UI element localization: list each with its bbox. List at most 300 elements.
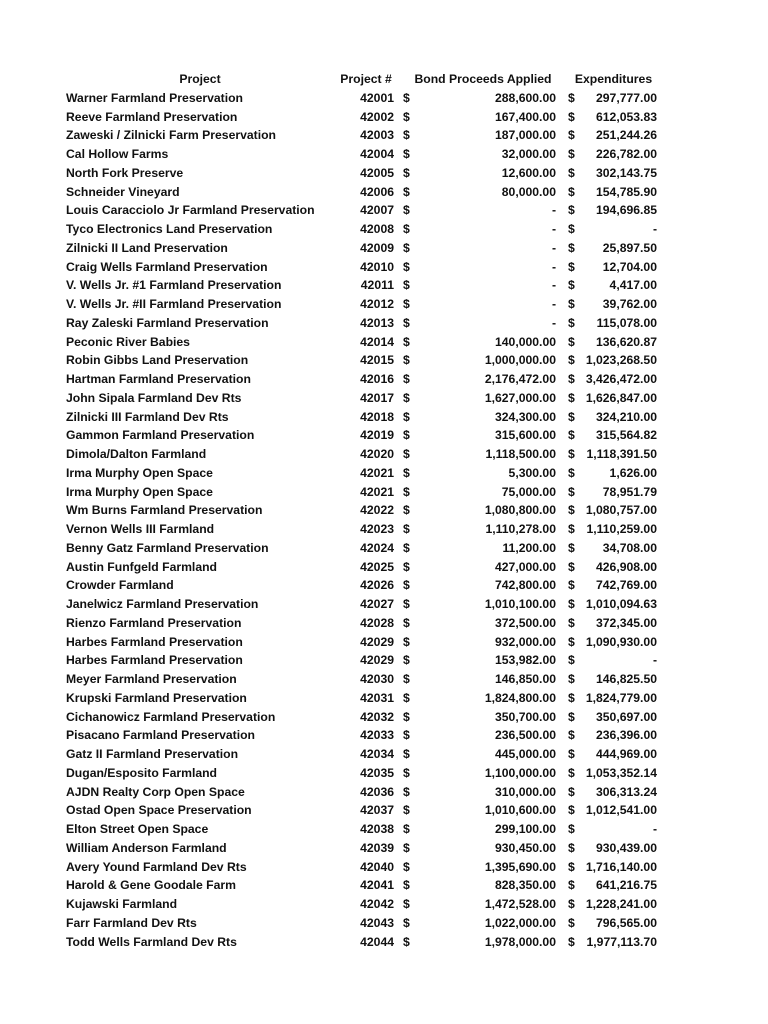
project-number-cell: 42038 [360, 822, 394, 836]
bond-proceeds-cell: 350,700.00 [495, 709, 556, 724]
table-row [0, 764, 768, 783]
table-row [0, 201, 768, 220]
table-row [0, 126, 768, 145]
project-name-cell: Irma Murphy Open Space [66, 484, 213, 499]
bond-proceeds-cell: - [551, 278, 556, 293]
bond-currency-symbol: $ [403, 840, 410, 855]
project-number-cell: 42003 [360, 128, 394, 143]
bond-currency-symbol: $ [403, 859, 410, 874]
bond-currency-symbol: $ [403, 372, 410, 386]
bond-currency-symbol: $ [403, 934, 410, 949]
project-name-cell: Louis Caracciolo Jr Farmland Preservation [66, 203, 315, 218]
project-name-cell: Crowder Farmland [66, 578, 174, 593]
project-number-cell: 42019 [360, 428, 394, 443]
table-row [0, 558, 768, 577]
expenditures-cell: 115,078.00 [596, 315, 657, 330]
table-body [0, 89, 768, 952]
table-row [0, 895, 768, 914]
bond-currency-symbol: $ [403, 128, 410, 143]
table-row [0, 801, 768, 820]
table-row [0, 389, 768, 408]
expenditures-cell: 12,704.00 [602, 259, 657, 274]
bond-currency-symbol: $ [403, 559, 410, 574]
project-name-cell: Schneider Vineyard [66, 184, 180, 199]
expenditures-cell: 226,782.00 [596, 147, 657, 161]
bond-currency-symbol: $ [403, 165, 410, 180]
bond-currency-symbol: $ [403, 315, 410, 330]
project-name-cell: Todd Wells Farmland Dev Rts [66, 934, 237, 949]
expenditures-cell: - [652, 822, 657, 836]
project-name-cell: Tyco Electronics Land Preservation [66, 222, 273, 236]
bond-proceeds-cell: - [551, 259, 556, 274]
bond-proceeds-cell: 299,100.00 [495, 822, 556, 836]
bond-currency-symbol: $ [403, 597, 410, 611]
bond-proceeds-cell: 310,000.00 [495, 784, 556, 799]
expenditure-currency-symbol: $ [568, 597, 575, 611]
table-row [0, 745, 768, 764]
expenditures-cell: 612,053.83 [596, 109, 657, 124]
bond-currency-symbol: $ [403, 784, 410, 799]
expenditures-cell: 1,110,259.00 [586, 522, 657, 536]
expenditure-currency-symbol: $ [568, 259, 575, 274]
table-row [0, 108, 768, 127]
bond-proceeds-cell: - [551, 222, 556, 236]
expenditures-cell: 39,762.00 [602, 297, 657, 311]
project-number-cell: 42021 [360, 465, 394, 480]
expenditures-cell: 251,244.26 [596, 128, 657, 143]
bond-proceeds-cell: 12,600.00 [501, 165, 556, 180]
expenditure-currency-symbol: $ [568, 653, 575, 668]
expenditures-cell: 315,564.82 [596, 428, 657, 443]
project-number-cell: 42011 [360, 278, 394, 293]
bond-currency-symbol: $ [403, 240, 410, 255]
expenditure-currency-symbol: $ [568, 822, 575, 836]
bond-proceeds-cell: 932,000.00 [495, 634, 556, 649]
table-row [0, 314, 768, 333]
project-number-cell: 42015 [360, 353, 394, 368]
expenditures-cell: 194,696.85 [596, 203, 657, 218]
bond-proceeds-cell: 828,350.00 [495, 878, 556, 893]
expenditure-currency-symbol: $ [568, 672, 575, 686]
bond-proceeds-cell: 1,080,800.00 [484, 503, 556, 518]
bond-proceeds-cell: 11,200.00 [502, 540, 556, 555]
expenditures-cell: 25,897.50 [602, 240, 657, 255]
expenditures-cell: 1,010,094.63 [585, 597, 657, 611]
project-name-cell: Craig Wells Farmland Preservation [66, 259, 268, 274]
project-name-cell: Reeve Farmland Preservation [66, 109, 238, 124]
project-name-cell: Zilnicki III Farmland Dev Rts [66, 409, 229, 424]
expenditure-currency-symbol: $ [568, 878, 575, 893]
expenditures-cell: 444,969.00 [596, 747, 657, 761]
bond-currency-symbol: $ [403, 409, 410, 424]
project-number-cell: 42021 [360, 484, 394, 499]
project-number-cell: 42041 [360, 878, 394, 893]
table-row [0, 595, 768, 614]
bond-proceeds-cell: 1,472,528.00 [484, 897, 556, 911]
project-name-cell: Wm Burns Farmland Preservation [66, 503, 263, 518]
bond-proceeds-cell: 2,176,472.00 [484, 372, 556, 386]
bond-currency-symbol: $ [403, 278, 410, 293]
expenditure-currency-symbol: $ [568, 747, 575, 761]
table-row [0, 651, 768, 670]
expenditures-cell: 1,023,268.50 [585, 353, 657, 368]
expenditures-cell: 1,228,241.00 [585, 897, 657, 911]
project-number-cell: 42018 [360, 409, 394, 424]
project-number-cell: 42020 [360, 447, 394, 461]
table-row [0, 183, 768, 202]
expenditure-currency-symbol: $ [568, 503, 575, 518]
bond-currency-symbol: $ [403, 353, 410, 368]
bond-proceeds-cell: 153,982.00 [495, 653, 556, 668]
expenditure-currency-symbol: $ [568, 390, 575, 405]
project-number-cell: 42033 [360, 728, 394, 743]
project-name-cell: John Sipala Farmland Dev Rts [66, 390, 242, 405]
project-name-cell: Farr Farmland Dev Rts [66, 915, 197, 930]
expenditure-currency-symbol: $ [568, 615, 575, 630]
table-row [0, 258, 768, 277]
expenditure-currency-symbol: $ [568, 522, 575, 536]
expenditures-cell: 1,012,541.00 [585, 803, 657, 818]
bond-proceeds-cell: 372,500.00 [495, 615, 556, 630]
expenditure-currency-symbol: $ [568, 315, 575, 330]
bond-proceeds-cell: 315,600.00 [495, 428, 556, 443]
project-number-cell: 42031 [360, 690, 394, 705]
bond-proceeds-cell: 1,110,278.00 [485, 522, 556, 536]
expenditures-cell: 324,210.00 [596, 409, 657, 424]
project-number-cell: 42016 [360, 372, 394, 386]
bond-proceeds-cell: 80,000.00 [501, 184, 556, 199]
project-number-cell: 42036 [360, 784, 394, 799]
project-number-cell: 42030 [360, 672, 394, 686]
table-row [0, 501, 768, 520]
expenditure-currency-symbol: $ [568, 897, 575, 911]
project-number-cell: 42032 [360, 709, 394, 724]
expenditure-currency-symbol: $ [568, 840, 575, 855]
bond-proceeds-cell: 1,118,500.00 [485, 447, 556, 461]
bond-proceeds-cell: - [551, 315, 556, 330]
project-name-cell: Robin Gibbs Land Preservation [66, 353, 249, 368]
expenditure-currency-symbol: $ [568, 222, 575, 236]
bond-currency-symbol: $ [403, 728, 410, 743]
expenditures-cell: 1,090,930.00 [585, 634, 657, 649]
bond-proceeds-cell: - [551, 297, 556, 311]
expenditure-currency-symbol: $ [568, 147, 575, 161]
project-number-cell: 42043 [360, 915, 394, 930]
bond-proceeds-cell: 1,824,800.00 [484, 690, 556, 705]
bond-currency-symbol: $ [403, 484, 410, 499]
expenditure-currency-symbol: $ [568, 240, 575, 255]
expenditure-currency-symbol: $ [568, 334, 575, 349]
project-number-cell: 42029 [360, 634, 394, 649]
bond-proceeds-cell: 427,000.00 [495, 559, 556, 574]
expenditures-cell: 4,417.00 [609, 278, 657, 293]
bond-currency-symbol: $ [403, 822, 410, 836]
bond-proceeds-cell: - [551, 240, 556, 255]
bond-proceeds-cell: 1,627,000.00 [484, 390, 556, 405]
bond-currency-symbol: $ [403, 222, 410, 236]
project-number-cell: 42037 [360, 803, 394, 818]
bond-currency-symbol: $ [403, 578, 410, 593]
expenditures-cell: 742,769.00 [596, 578, 657, 593]
table-row [0, 689, 768, 708]
expenditures-cell: 426,908.00 [596, 559, 657, 574]
header-project: Project [179, 72, 221, 86]
table-row [0, 464, 768, 483]
bond-currency-symbol: $ [403, 747, 410, 761]
expenditure-currency-symbol: $ [568, 634, 575, 649]
expenditure-currency-symbol: $ [568, 128, 575, 143]
bond-currency-symbol: $ [403, 184, 410, 199]
table-row [0, 539, 768, 558]
project-name-cell: Austin Funfgeld Farmland [66, 559, 217, 574]
table-row [0, 576, 768, 595]
expenditures-cell: 146,825.50 [596, 672, 657, 686]
expenditure-currency-symbol: $ [568, 859, 575, 874]
bond-currency-symbol: $ [403, 297, 410, 311]
expenditure-currency-symbol: $ [568, 540, 575, 555]
table-row [0, 239, 768, 258]
project-name-cell: Dugan/Esposito Farmland [66, 765, 218, 780]
expenditures-cell: 302,143.75 [596, 165, 657, 180]
project-name-cell: Dimola/Dalton Farmland [66, 447, 207, 461]
bond-proceeds-cell: 1,010,600.00 [484, 803, 556, 818]
project-name-cell: Harbes Farmland Preservation [66, 653, 243, 668]
table-row [0, 408, 768, 427]
expenditure-currency-symbol: $ [568, 203, 575, 218]
expenditure-currency-symbol: $ [568, 784, 575, 799]
bond-currency-symbol: $ [403, 147, 410, 161]
table-row [0, 876, 768, 895]
project-name-cell: North Fork Preserve [66, 165, 184, 180]
expenditure-currency-symbol: $ [568, 409, 575, 424]
expenditure-currency-symbol: $ [568, 428, 575, 443]
bond-proceeds-cell: 187,000.00 [495, 128, 556, 143]
expenditures-cell: 1,626,847.00 [585, 390, 657, 405]
expenditures-cell: 641,216.75 [596, 878, 657, 893]
bond-proceeds-cell: 1,022,000.00 [484, 915, 556, 930]
project-number-cell: 42040 [360, 859, 394, 874]
bond-proceeds-cell: 1,000,000.00 [484, 353, 556, 368]
project-name-cell: V. Wells Jr. #1 Farmland Preservation [66, 278, 282, 293]
bond-currency-symbol: $ [403, 259, 410, 274]
project-number-cell: 42034 [360, 747, 394, 761]
project-number-cell: 42017 [360, 390, 394, 405]
bond-proceeds-cell: 930,450.00 [495, 840, 556, 855]
bond-currency-symbol: $ [403, 634, 410, 649]
bond-currency-symbol: $ [403, 709, 410, 724]
expenditure-currency-symbol: $ [568, 90, 575, 105]
project-number-cell: 42012 [360, 297, 394, 311]
expenditures-cell: 236,396.00 [596, 728, 657, 743]
project-number-cell: 42009 [360, 240, 394, 255]
table-row [0, 726, 768, 745]
project-number-cell: 42044 [360, 934, 394, 949]
expenditures-cell: 306,313.24 [596, 784, 657, 799]
bond-currency-symbol: $ [403, 428, 410, 443]
expenditures-cell: 350,697.00 [596, 709, 657, 724]
project-name-cell: Kujawski Farmland [66, 897, 178, 911]
table-row [0, 483, 768, 502]
bond-proceeds-cell: 146,850.00 [495, 672, 556, 686]
project-name-cell: Peconic River Babies [66, 334, 190, 349]
table-row [0, 89, 768, 108]
table-row [0, 670, 768, 689]
project-number-cell: 42013 [360, 315, 394, 330]
table-row [0, 839, 768, 858]
expenditure-currency-symbol: $ [568, 765, 575, 780]
expenditure-currency-symbol: $ [568, 690, 575, 705]
bond-proceeds-cell: 445,000.00 [495, 747, 556, 761]
project-number-cell: 42001 [360, 90, 394, 105]
project-name-cell: Avery Yound Farmland Dev Rts [66, 859, 247, 874]
project-number-cell: 42042 [360, 897, 394, 911]
project-number-cell: 42039 [360, 840, 394, 855]
expenditure-currency-symbol: $ [568, 934, 575, 949]
expenditure-currency-symbol: $ [568, 447, 575, 461]
expenditure-currency-symbol: $ [568, 728, 575, 743]
expenditures-cell: 372,345.00 [596, 615, 657, 630]
project-name-cell: Benny Gatz Farmland Preservation [66, 540, 269, 555]
project-name-cell: V. Wells Jr. #II Farmland Preservation [66, 297, 282, 311]
table-row [0, 708, 768, 727]
project-number-cell: 42005 [360, 165, 394, 180]
expenditures-cell: 1,118,391.50 [586, 447, 657, 461]
bond-proceeds-cell: 32,000.00 [501, 147, 556, 161]
project-name-cell: Vernon Wells III Farmland [66, 522, 215, 536]
bond-proceeds-cell: 75,000.00 [501, 484, 556, 499]
project-number-cell: 42028 [360, 615, 394, 630]
bond-currency-symbol: $ [403, 540, 410, 555]
bond-currency-symbol: $ [403, 334, 410, 349]
bond-proceeds-cell: 236,500.00 [495, 728, 556, 743]
bond-currency-symbol: $ [403, 615, 410, 630]
project-name-cell: Harold & Gene Goodale Farm [66, 878, 236, 893]
expenditure-currency-symbol: $ [568, 297, 575, 311]
project-name-cell: Ray Zaleski Farmland Preservation [66, 315, 269, 330]
bond-currency-symbol: $ [403, 503, 410, 518]
project-number-cell: 42027 [360, 597, 394, 611]
table-row [0, 783, 768, 802]
expenditure-currency-symbol: $ [568, 278, 575, 293]
project-name-cell: Janelwicz Farmland Preservation [66, 597, 259, 611]
table-row [0, 633, 768, 652]
bond-currency-symbol: $ [403, 465, 410, 480]
project-name-cell: Warner Farmland Preservation [66, 90, 244, 105]
project-name-cell: Gatz II Farmland Preservation [66, 747, 239, 761]
expenditures-cell: 136,620.87 [596, 334, 657, 349]
project-name-cell: Hartman Farmland Preservation [66, 372, 251, 386]
table-row [0, 220, 768, 239]
expenditures-cell: 1,824,779.00 [585, 690, 657, 705]
table-row [0, 145, 768, 164]
header-expenditures: Expenditures [574, 72, 653, 86]
project-number-cell: 42008 [360, 222, 394, 236]
expenditures-cell: 796,565.00 [596, 915, 657, 930]
expenditures-cell: 154,785.90 [596, 184, 657, 199]
bond-proceeds-cell: 167,400.00 [495, 109, 556, 124]
bond-proceeds-cell: 1,978,000.00 [484, 934, 556, 949]
table-row [0, 858, 768, 877]
bond-proceeds-cell: 742,800.00 [495, 578, 556, 593]
expenditure-currency-symbol: $ [568, 559, 575, 574]
expenditure-currency-symbol: $ [568, 109, 575, 124]
expenditures-cell: 34,708.00 [602, 540, 657, 555]
bond-currency-symbol: $ [403, 765, 410, 780]
project-number-cell: 42026 [360, 578, 394, 593]
project-number-cell: 42024 [360, 540, 394, 555]
bond-currency-symbol: $ [403, 390, 410, 405]
project-name-cell: AJDN Realty Corp Open Space [66, 784, 245, 799]
expenditures-cell: 1,053,352.14 [585, 765, 657, 780]
project-name-cell: Zaweski / Zilnicki Farm Preservation [66, 128, 276, 143]
project-number-cell: 42022 [360, 503, 394, 518]
header-bond-proceeds: Bond Proceeds Applied [414, 72, 552, 86]
bond-currency-symbol: $ [403, 203, 410, 218]
project-name-cell: William Anderson Farmland [66, 840, 227, 855]
project-number-cell: 42004 [360, 147, 394, 161]
expenditure-currency-symbol: $ [568, 465, 575, 480]
table-row [0, 351, 768, 370]
project-name-cell: Ostad Open Space Preservation [66, 803, 252, 818]
expenditures-cell: - [652, 653, 657, 668]
bond-proceeds-cell: - [551, 203, 556, 218]
bond-currency-symbol: $ [403, 447, 410, 461]
project-name-cell: Rienzo Farmland Preservation [66, 615, 242, 630]
bond-currency-symbol: $ [403, 522, 410, 536]
expenditure-currency-symbol: $ [568, 578, 575, 593]
expenditures-cell: 1,716,140.00 [585, 859, 657, 874]
expenditures-cell: 930,439.00 [596, 840, 657, 855]
project-number-cell: 42014 [360, 334, 394, 349]
expenditure-currency-symbol: $ [568, 372, 575, 386]
project-name-cell: Krupski Farmland Preservation [66, 690, 247, 705]
table-row [0, 914, 768, 933]
bond-proceeds-cell: 288,600.00 [495, 90, 556, 105]
project-name-cell: Elton Street Open Space [66, 822, 209, 836]
table-row [0, 164, 768, 183]
expenditures-cell: 297,777.00 [596, 90, 657, 105]
table-row [0, 933, 768, 952]
table-row [0, 370, 768, 389]
bond-currency-symbol: $ [403, 672, 410, 686]
expenditures-cell: 78,951.79 [602, 484, 657, 499]
bond-currency-symbol: $ [403, 897, 410, 911]
expenditure-currency-symbol: $ [568, 803, 575, 818]
bond-currency-symbol: $ [403, 653, 410, 668]
header-row [0, 70, 768, 89]
bond-currency-symbol: $ [403, 803, 410, 818]
project-name-cell: Meyer Farmland Preservation [66, 672, 237, 686]
table-row [0, 333, 768, 352]
project-name-cell: Cal Hollow Farms [66, 147, 169, 161]
bond-proceeds-cell: 140,000.00 [495, 334, 556, 349]
project-number-cell: 42007 [360, 203, 394, 218]
project-number-cell: 42006 [360, 184, 394, 199]
expenditure-currency-symbol: $ [568, 709, 575, 724]
expenditure-currency-symbol: $ [568, 184, 575, 199]
project-name-cell: Zilnicki II Land Preservation [66, 240, 228, 255]
bond-proceeds-cell: 1,395,690.00 [484, 859, 556, 874]
expenditure-currency-symbol: $ [568, 165, 575, 180]
bond-currency-symbol: $ [403, 109, 410, 124]
expenditure-currency-symbol: $ [568, 484, 575, 499]
table-row [0, 520, 768, 539]
table-row [0, 295, 768, 314]
project-number-cell: 42002 [360, 109, 394, 124]
project-number-cell: 42035 [360, 765, 394, 780]
expenditures-cell: - [652, 222, 657, 236]
project-name-cell: Cichanowicz Farmland Preservation [66, 709, 276, 724]
